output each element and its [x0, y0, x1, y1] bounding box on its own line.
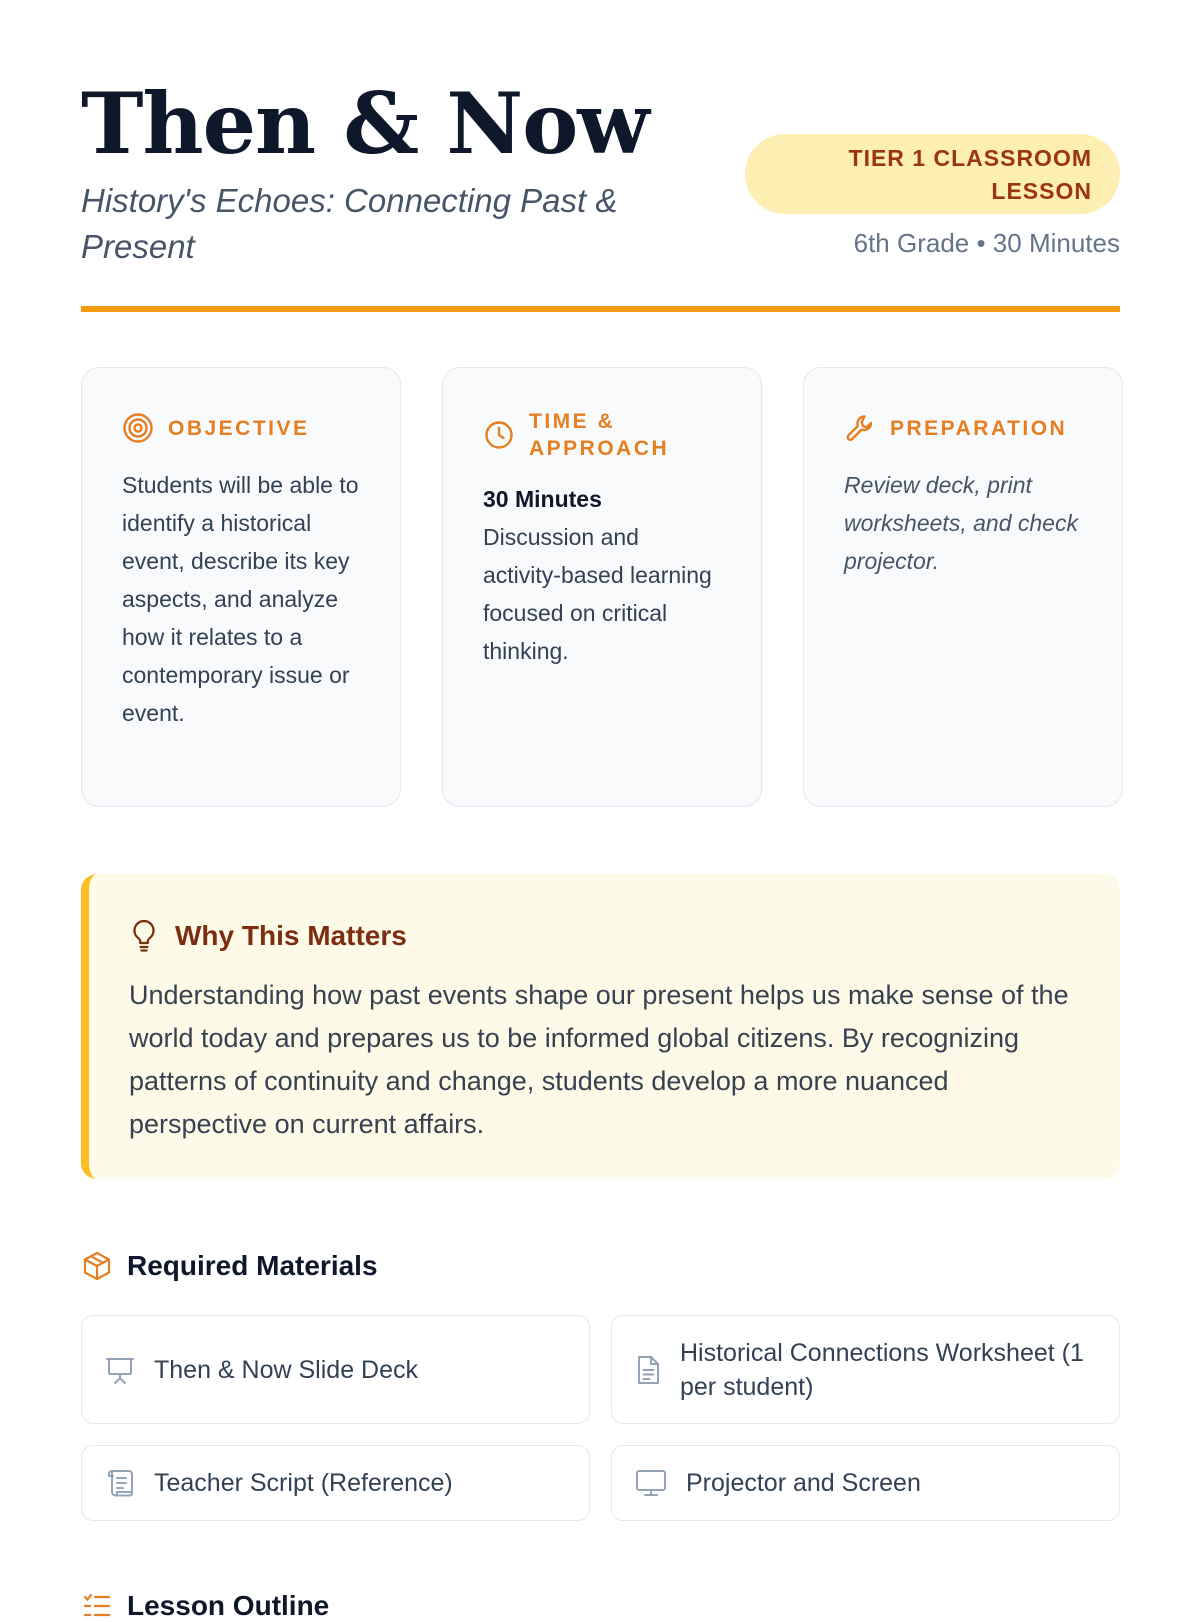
- material-label: Historical Connections Worksheet (1 per student): [680, 1338, 1084, 1401]
- page-subtitle: History's Echoes: Connecting Past & Present: [81, 182, 618, 265]
- duration-value: 30 Minutes: [483, 486, 602, 512]
- tier-badge: TIER 1 CLASSROOM LESSON: [745, 134, 1120, 214]
- list-icon: [81, 1590, 113, 1622]
- preparation-text: Review deck, print worksheets, and check projector.: [844, 472, 1078, 574]
- wrench-icon: [844, 412, 876, 444]
- header-divider: [81, 306, 1120, 312]
- callout-text: Understanding how past events shape our present helps us make sense of the world today and prepares us to be informed global citizens. By recognizing patterns of continuity and change, students develop a more nuanced perspective on current affairs.: [129, 980, 1069, 1139]
- callout-title: Why This Matters: [175, 920, 407, 951]
- lesson-outline-title: Lesson Outline: [127, 1590, 330, 1621]
- material-label: Then & Now Slide Deck: [154, 1355, 419, 1384]
- materials-title: Required Materials: [127, 1250, 378, 1281]
- scroll-icon: [104, 1467, 136, 1499]
- package-icon: [81, 1250, 113, 1282]
- lesson-outline-heading: [81, 1590, 329, 1622]
- time-approach-text-block: [483, 480, 721, 670]
- material-label: Teacher Script (Reference): [154, 1469, 453, 1497]
- objective-text: Students will be able to identify a historical event, describe its key aspects, and analyze how it relates to a contemporary issue or event.: [122, 472, 359, 726]
- page-title: Then & Now: [81, 74, 649, 173]
- materials-heading: [81, 1250, 378, 1282]
- material-item-slide-deck: [81, 1315, 590, 1424]
- clock-icon: [483, 419, 515, 451]
- presentation-icon: [104, 1354, 136, 1386]
- lightbulb-icon: [129, 918, 159, 954]
- time-approach-title: TIME & APPROACH: [529, 410, 670, 460]
- material-item-projector: [611, 1445, 1120, 1521]
- monitor-icon: [634, 1467, 668, 1499]
- objective-card: [81, 367, 401, 807]
- document-icon: [634, 1354, 662, 1386]
- material-item-teacher-script: [81, 1445, 590, 1521]
- why-this-matters-callout: [81, 874, 1120, 1179]
- time-approach-card: [442, 367, 762, 807]
- preparation-title: PREPARATION: [890, 416, 1068, 440]
- objective-title: OBJECTIVE: [168, 416, 310, 440]
- target-icon: [122, 412, 154, 444]
- lesson-header: [81, 76, 1120, 314]
- material-label: Projector and Screen: [686, 1469, 921, 1497]
- approach-text: Discussion and activity-based learning focused on critical thinking.: [483, 524, 712, 664]
- material-item-worksheet: [611, 1315, 1120, 1424]
- preparation-card: [803, 367, 1123, 807]
- grade-duration-meta: 6th Grade • 30 Minutes: [853, 228, 1120, 258]
